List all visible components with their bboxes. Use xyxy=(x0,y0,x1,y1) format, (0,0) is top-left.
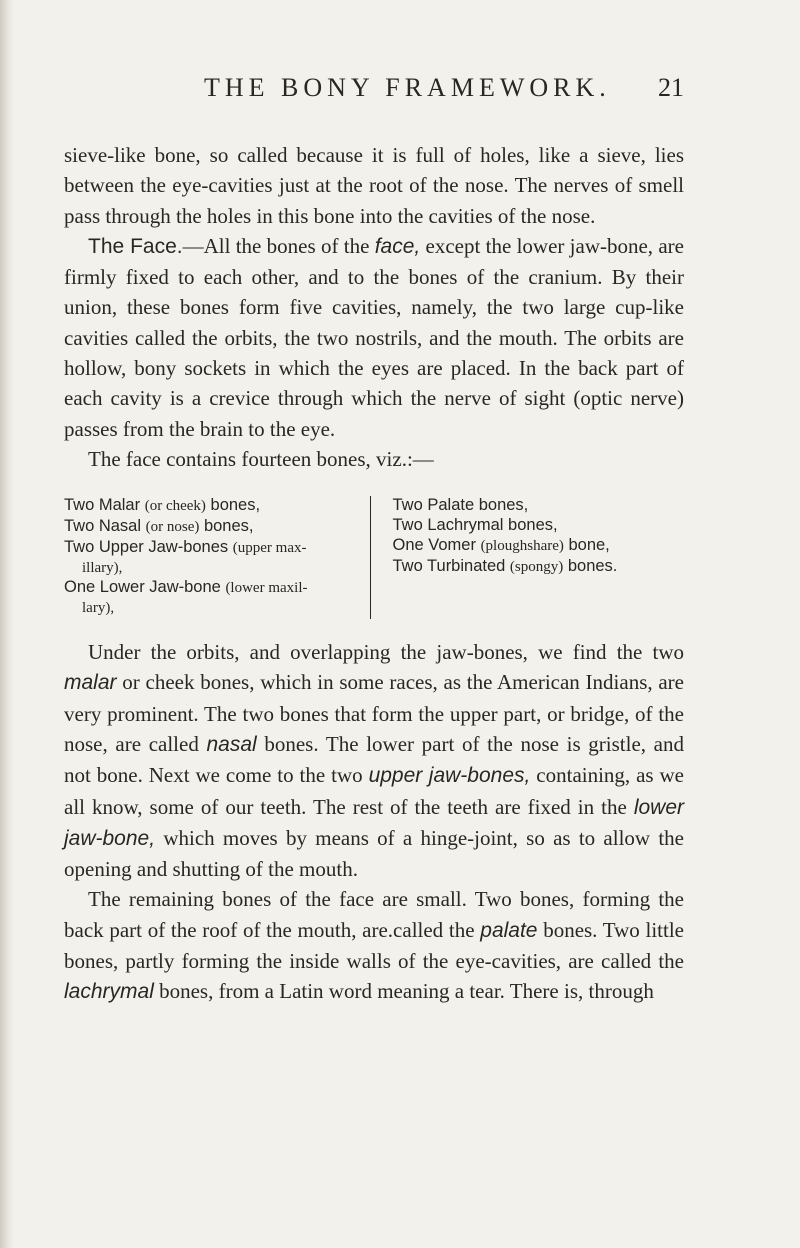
paragraph-malar-nasal-jaw: Under the orbits, and overlapping the jaw-bones, we find the two malar or cheek bones, which in some races, as the American Indians, are very prominent. The two bones that form the upper part, or bridge, of the nose, are called nasal bones. The lower part of the nose is gristle, and not bone. Next we come to the two upper jaw-bones, containing, as we all know, some of our teeth. The rest of the teeth are fixed in the lower jaw-bone, which moves by means of a hinge-joint, so as to allow the opening and shutting of the mouth. xyxy=(64,640,685,882)
list-item: Two Nasal (or nose) bones, xyxy=(64,517,254,536)
bone-list-right-column xyxy=(371,496,685,619)
page-header xyxy=(64,73,684,107)
paragraph-sieve-bone: sieve-like bone, so called because it is full of holes, like a sieve, lies between the eye-cavities just at the root of the nose. The nerves of smell pass through the holes in this bone into the cavities of the nose. xyxy=(64,143,684,228)
term-upper-jaw-bones: upper jaw-bones, xyxy=(368,764,531,788)
paragraph-palate-lachrymal: The remaining bones of the face are small. Two bones, forming the back part of the roof of the mouth, are.called the palate bones. Two little bones, partly forming the inside walls of the eye-cavities, are called the lachrymal bones, from a Latin word meaning a tear. There is, through xyxy=(64,887,684,1004)
page-number: 21 xyxy=(658,73,684,102)
bone-list-left-column xyxy=(64,496,371,619)
list-item: Two Palate bones, xyxy=(392,496,529,515)
list-item: Two Turbinated (spongy) bones. xyxy=(392,556,618,575)
book-spine-shadow xyxy=(0,0,14,1248)
running-title: THE BONY FRAMEWORK. xyxy=(204,73,611,102)
list-item: One Lower Jaw-bone (lower maxil- xyxy=(64,578,308,597)
bone-list-table xyxy=(64,496,684,619)
list-item: Two Lachrymal bones, xyxy=(392,516,558,535)
list-item: Two Upper Jaw-bones (upper max- xyxy=(64,537,307,556)
list-item-continuation: illary), xyxy=(82,559,123,576)
list-item: Two Malar (or cheek) bones, xyxy=(64,496,261,515)
term-lower-jaw-bone: lower jaw-bone, xyxy=(64,795,684,850)
list-item-continuation: lary), xyxy=(82,600,115,617)
paragraph-the-face: The Face.—All the bones of the face, except the lower jaw-bone, are firmly fixed to each other, and to the bones of the cranium. By their union, these bones form five cavities, namely, the two large cup-like cavities called the orbits, the two nostrils, and the mouth. The orbits are hollow, bony sockets in which the eyes are placed. In the back part of each cavity is a crevice through which the nerve of sight (optic nerve) passes from the brain to the eye. xyxy=(64,233,684,441)
term-nasal: nasal xyxy=(206,732,257,756)
term-face: face, xyxy=(374,234,421,258)
term-palate: palate xyxy=(480,918,538,942)
list-item: One Vomer (ploughshare) bone, xyxy=(392,535,610,554)
page-body xyxy=(64,140,684,1008)
term-malar: malar xyxy=(64,671,117,695)
section-heading-face: The Face. xyxy=(88,234,183,258)
paragraph-face-bone-count: The face contains fourteen bones, viz.:— xyxy=(88,446,434,471)
term-lachrymal: lachrymal xyxy=(64,980,154,1004)
